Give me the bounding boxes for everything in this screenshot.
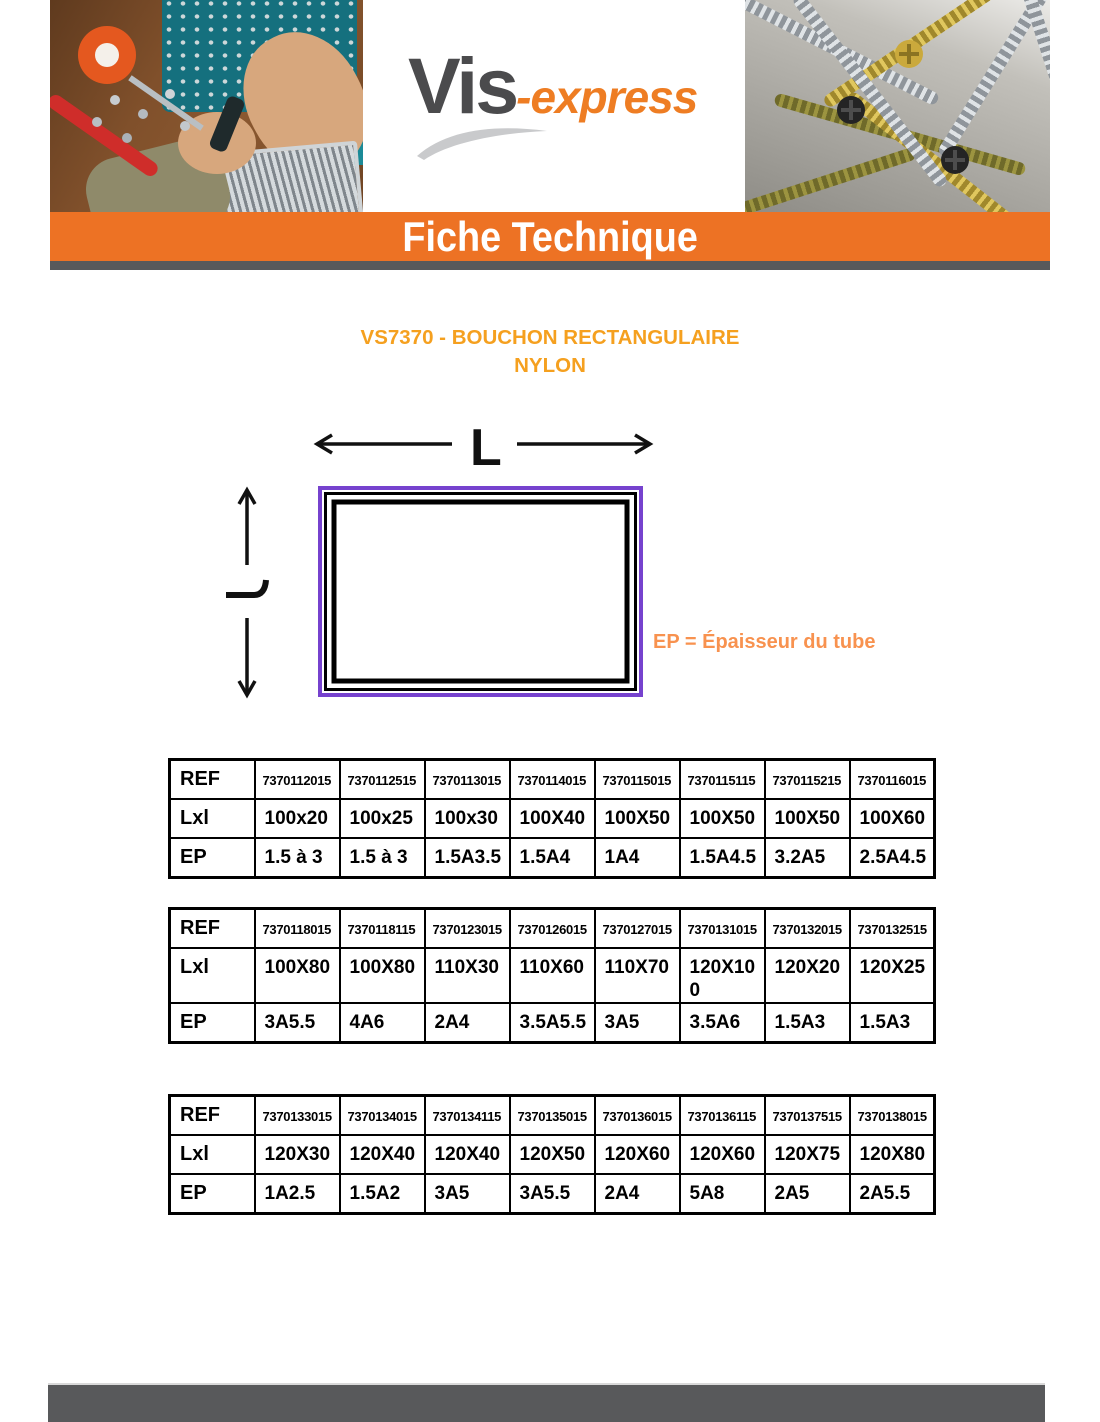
page-title-line1: VS7370 - BOUCHON RECTANGULAIRE xyxy=(360,326,740,349)
spec-table-1 xyxy=(168,758,936,879)
table-row-ep xyxy=(170,1174,935,1214)
page-title xyxy=(0,324,1100,380)
table-row-dims xyxy=(170,799,935,838)
screws-photo xyxy=(745,0,1050,212)
washers-graphic xyxy=(110,95,120,105)
ref-value-cell: 7370116015 xyxy=(850,760,935,799)
row-label-dims: Lxl xyxy=(170,1135,255,1174)
ref-value-cell: 7370131015 xyxy=(680,909,765,948)
screw-head-graphic xyxy=(941,146,969,174)
ep-value-cell: 2A4 xyxy=(425,1003,510,1043)
tube-outer-purple xyxy=(320,488,641,695)
ep-value-cell: 3.5A5.5 xyxy=(510,1003,595,1043)
ref-value-cell: 7370118115 xyxy=(340,909,425,948)
row-label-ref: REF xyxy=(170,760,255,799)
dims-value-cell: 100X50 xyxy=(680,799,765,838)
logo-swoosh xyxy=(413,120,553,162)
dims-value-cell: 110X30 xyxy=(425,948,510,1003)
dims-value-cell: 110X60 xyxy=(510,948,595,1003)
tape-measure-graphic xyxy=(78,26,136,84)
dims-value-cell: 120X80 xyxy=(850,1135,935,1174)
ref-value-cell: 7370135015 xyxy=(510,1096,595,1135)
ref-value-cell: 7370115015 xyxy=(595,760,680,799)
ep-value-cell: 3A5 xyxy=(595,1003,680,1043)
dims-value-cell: 100x30 xyxy=(425,799,510,838)
dims-value-cell: 100X50 xyxy=(765,799,850,838)
ep-value-cell: 3A5.5 xyxy=(255,1003,340,1043)
ep-value-cell: 1.5A4 xyxy=(510,838,595,878)
row-label-ep: EP xyxy=(170,838,255,878)
dims-value-cell: 120X20 xyxy=(765,948,850,1003)
ref-value-cell: 7370123015 xyxy=(425,909,510,948)
divider-strip xyxy=(50,261,1050,270)
dims-value-cell: 120X40 xyxy=(340,1135,425,1174)
dims-value-cell: 120X25 xyxy=(850,948,935,1003)
ref-value-cell: 7370112015 xyxy=(255,760,340,799)
table-row-dims xyxy=(170,948,935,1003)
dims-value-cell: 120X60 xyxy=(680,1135,765,1174)
workbench-photo xyxy=(50,0,363,212)
table-row-ref xyxy=(170,1096,935,1135)
ref-value-cell: 7370126015 xyxy=(510,909,595,948)
vis-express-logo xyxy=(408,40,697,132)
ep-value-cell: 3.5A6 xyxy=(680,1003,765,1043)
ep-value-cell: 3A5.5 xyxy=(510,1174,595,1214)
ep-value-cell: 4A6 xyxy=(340,1003,425,1043)
ref-value-cell: 7370132015 xyxy=(765,909,850,948)
dims-value-cell: 100X80 xyxy=(255,948,340,1003)
header xyxy=(50,0,1050,212)
spec-table-2 xyxy=(168,907,936,1044)
diagram-length-label: L xyxy=(470,419,502,477)
row-label-ep: EP xyxy=(170,1174,255,1214)
dims-value-cell: 120X50 xyxy=(510,1135,595,1174)
dimension-diagram xyxy=(220,415,900,715)
row-label-dims: Lxl xyxy=(170,948,255,1003)
footer-bar xyxy=(48,1383,1045,1422)
logo-text-express: -express xyxy=(516,71,698,123)
dims-value-cell: 120X60 xyxy=(595,1135,680,1174)
dims-value-cell: 100X60 xyxy=(850,799,935,838)
ep-value-cell: 1.5A4.5 xyxy=(680,838,765,878)
row-label-ref: REF xyxy=(170,909,255,948)
ref-value-cell: 7370136115 xyxy=(680,1096,765,1135)
dims-value-cell: 100x25 xyxy=(340,799,425,838)
ep-value-cell: 1.5A2 xyxy=(340,1174,425,1214)
dims-value-cell: 100x20 xyxy=(255,799,340,838)
screw-head-graphic xyxy=(837,96,865,124)
ref-value-cell: 7370136015 xyxy=(595,1096,680,1135)
screw-head-graphic xyxy=(895,40,923,68)
ref-value-cell: 7370112515 xyxy=(340,760,425,799)
ep-value-cell: 1.5 à 3 xyxy=(340,838,425,878)
row-label-dims: Lxl xyxy=(170,799,255,838)
dims-value-cell: 120X100 xyxy=(680,948,765,1003)
ref-value-cell: 7370118015 xyxy=(255,909,340,948)
banner xyxy=(50,212,1050,261)
dims-value-cell: 120X75 xyxy=(765,1135,850,1174)
screw-graphic xyxy=(745,147,917,212)
ep-value-cell: 2.5A4.5 xyxy=(850,838,935,878)
ep-value-cell: 1.5A3 xyxy=(765,1003,850,1043)
banner-title: Fiche Technique xyxy=(402,212,698,260)
ep-value-cell: 1A4 xyxy=(595,838,680,878)
ref-value-cell: 7370115215 xyxy=(765,760,850,799)
ep-value-cell: 1.5A3.5 xyxy=(425,838,510,878)
diagram-legend: EP = Épaisseur du tube xyxy=(653,631,876,653)
ref-value-cell: 7370137515 xyxy=(765,1096,850,1135)
ep-value-cell: 5A8 xyxy=(680,1174,765,1214)
ref-value-cell: 7370134115 xyxy=(425,1096,510,1135)
logo-text-vis: Vis xyxy=(408,41,517,130)
diagram-width-label-glyph xyxy=(226,580,266,595)
ref-value-cell: 7370132515 xyxy=(850,909,935,948)
dims-value-cell: 100X80 xyxy=(340,948,425,1003)
ep-value-cell: 1A2.5 xyxy=(255,1174,340,1214)
ep-value-cell: 3A5 xyxy=(425,1174,510,1214)
table-row-ep xyxy=(170,838,935,878)
ref-value-cell: 7370127015 xyxy=(595,909,680,948)
table-row-ref xyxy=(170,760,935,799)
ref-value-cell: 7370133015 xyxy=(255,1096,340,1135)
spec-table-3 xyxy=(168,1094,936,1215)
ep-value-cell: 2A5.5 xyxy=(850,1174,935,1214)
ep-value-cell: 3.2A5 xyxy=(765,838,850,878)
row-label-ep: EP xyxy=(170,1003,255,1043)
ref-value-cell: 7370114015 xyxy=(510,760,595,799)
ref-value-cell: 7370115115 xyxy=(680,760,765,799)
ref-value-cell: 7370134015 xyxy=(340,1096,425,1135)
ref-value-cell: 7370138015 xyxy=(850,1096,935,1135)
table-row-dims xyxy=(170,1135,935,1174)
dims-value-cell: 120X30 xyxy=(255,1135,340,1174)
dims-value-cell: 100X40 xyxy=(510,799,595,838)
ep-value-cell: 2A5 xyxy=(765,1174,850,1214)
row-label-ref: REF xyxy=(170,1096,255,1135)
ref-value-cell: 7370113015 xyxy=(425,760,510,799)
page-title-line2: NYLON xyxy=(514,354,586,377)
ep-value-cell: 1.5 à 3 xyxy=(255,838,340,878)
dims-value-cell: 100X50 xyxy=(595,799,680,838)
dims-value-cell: 120X40 xyxy=(425,1135,510,1174)
table-row-ep xyxy=(170,1003,935,1043)
ep-value-cell: 1.5A3 xyxy=(850,1003,935,1043)
logo-area xyxy=(363,0,745,212)
dims-value-cell: 110X70 xyxy=(595,948,680,1003)
ep-value-cell: 2A4 xyxy=(595,1174,680,1214)
table-row-ref xyxy=(170,909,935,948)
